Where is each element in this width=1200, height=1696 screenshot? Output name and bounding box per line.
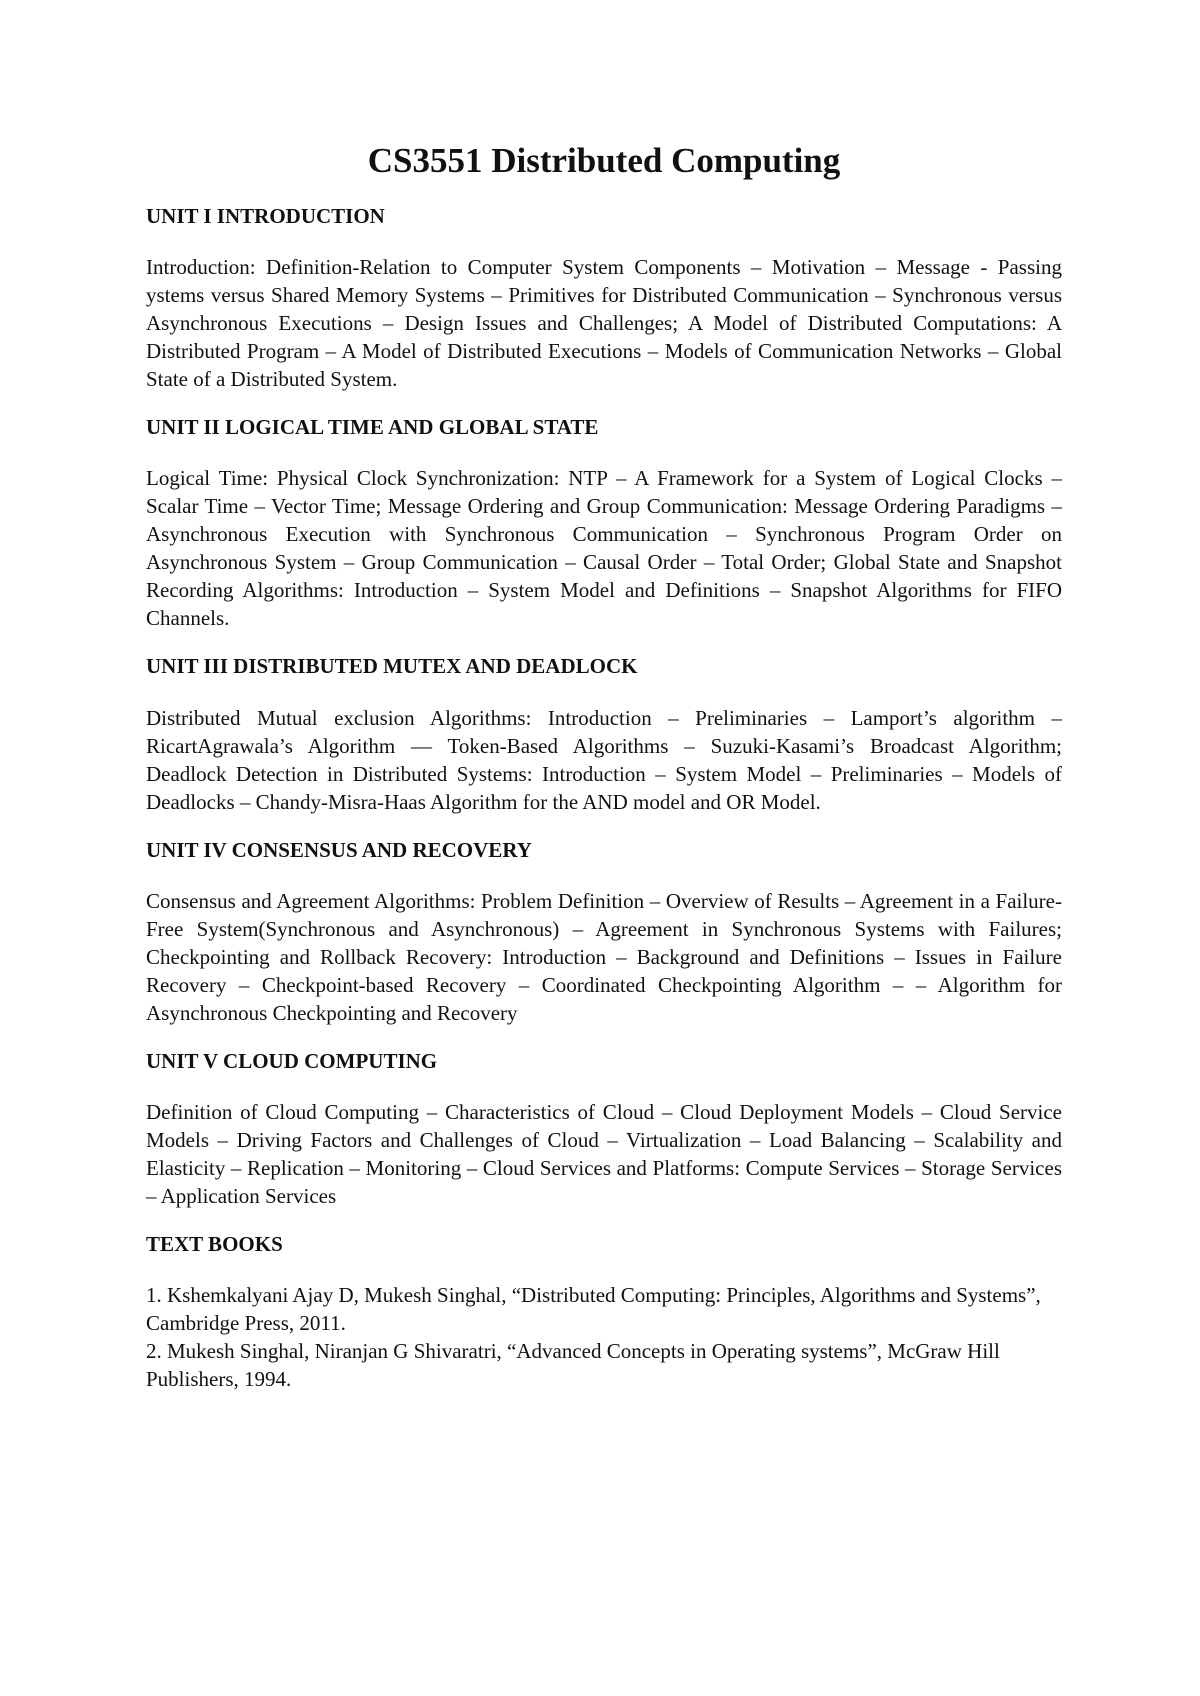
unit-1-section <box>146 204 1062 393</box>
textbooks-heading: TEXT BOOKS <box>146 1231 283 1256</box>
page-title: CS3551 Distributed Computing <box>367 141 841 180</box>
unit-2-section <box>146 415 1062 632</box>
textbook-item: 1. Kshemkalyani Ajay D, Mukesh Singhal, “Distributed Computing: Principles, Algorithms and Systems”, Cambridge Press, 2011. <box>146 1283 1041 1336</box>
unit-5-heading: UNIT V CLOUD COMPUTING <box>146 1048 438 1073</box>
unit-2-body: Logical Time: Physical Clock Synchronization: NTP – A Framework for a System of Logical Clocks – Scalar Time – Vector Time; Message Ordering and Group Communication: Message Ordering Paradigms – Asynchronous Execution with Synchronous Communication – Synchronous Program Order on Asynchronous System – Group Communication – Causal Order – Total Order; Global State and Snapshot Recording Algorithms: Introduction – System Model and Definitions – Snapshot Algorithms for FIFO Channels. <box>146 466 1062 631</box>
unit-5-body: Definition of Cloud Computing – Characteristics of Cloud – Cloud Deployment Models – Cloud Service Models – Driving Factors and Challenges of Cloud – Virtualization – Load Balancing – Scalability and Elasticity – Replication – Monitoring – Cloud Services and Platforms: Compute Services – Storage Services – Application Services <box>146 1099 1062 1208</box>
unit-5-section <box>146 1049 1062 1210</box>
textbooks-section <box>146 1232 1062 1393</box>
textbook-item: 2. Mukesh Singhal, Niranjan G Shivaratri, “Advanced Concepts in Operating systems”, McGraw Hill Publishers, 1994. <box>146 1339 1000 1392</box>
unit-1-body: Introduction: Definition-Relation to Computer System Components – Motivation – Message - Passing ystems versus Shared Memory Systems – Primitives for Distributed Communication – Synchronous versus Asynchronous Executions – Design Issues and Challenges; A Model of Distributed Computations: A Distributed Program – A Model of Distributed Executions – Models of Communication Networks – Global State of a Distributed System. <box>146 255 1062 392</box>
unit-2-heading: UNIT II LOGICAL TIME AND GLOBAL STATE <box>146 415 599 440</box>
document-page <box>146 140 1062 1393</box>
textbooks-list <box>146 1281 1062 1393</box>
unit-3-body: Distributed Mutual exclusion Algorithms: Introduction – Preliminaries – Lamport’s algorithm – RicartAgrawala’s Algorithm –– Token-Based Algorithms – Suzuki-Kasami’s Broadcast Algorithm; Deadlock Detection in Distributed Systems: Introduction – System Model – Preliminaries – Models of Deadlocks – Chandy-Misra-Haas Algorithm for the AND model and OR Model. <box>146 705 1062 814</box>
unit-4-section <box>146 838 1062 1027</box>
unit-3-heading: UNIT III DISTRIBUTED MUTEX AND DEADLOCK <box>146 654 638 679</box>
unit-3-section <box>146 654 1062 815</box>
unit-4-heading: UNIT IV CONSENSUS AND RECOVERY <box>146 837 532 862</box>
unit-4-body: Consensus and Agreement Algorithms: Problem Definition – Overview of Results – Agreement in a Failure-Free System(Synchronous and Asynchronous) – Agreement in Synchronous Systems with Failures; Checkpointing and Rollback Recovery: Introduction – Background and Definitions – Issues in Failure Recovery – Checkpoint-based Recovery – Coordinated Checkpointing Algorithm – – Algorithm for Asynchronous Checkpointing and Recovery <box>146 888 1062 1025</box>
unit-1-heading: UNIT I INTRODUCTION <box>146 204 385 228</box>
